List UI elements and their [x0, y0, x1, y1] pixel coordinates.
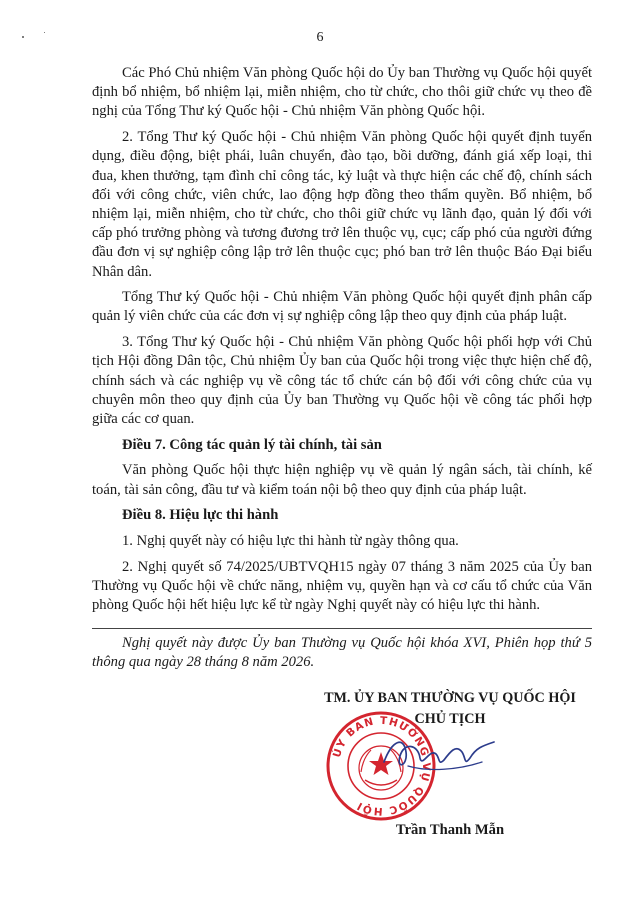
seal-text: ỦY BAN THƯỜNG VỤ QUỐC HỘI — [330, 714, 433, 818]
paragraph: Các Phó Chủ nhiệm Văn phòng Quốc hội do Ủy ban Thường vụ Quốc hội quyết định bổ nhiệm, bổ nhiệm lại, miễn nhiệm, cho từ chức, cho thôi giữ chức vụ theo đề nghị của Tổng Thư ký Quốc hội - Chủ nhiệm Văn phòng Quốc hội. — [92, 65, 592, 120]
closing-statement: Nghị quyết này được Ủy ban Thường vụ Quốc hội khóa XVI, Phiên họp thứ 5 thông qua ngày 28 tháng 8 năm 2026. — [92, 635, 592, 671]
paragraph: 2. Tổng Thư ký Quốc hội - Chủ nhiệm Văn phòng Quốc hội quyết định tuyển dụng, điều động, biệt phái, luân chuyển, đào tạo, bồi dưỡng, đánh giá xếp loại, thi đua, khen thưởng, tạm đình chỉ công tác, kỷ luật và thực hiện các chế độ, chính sách đối với công chức, viên chức, lao động hợp đồng theo thẩm quyền. Bổ nhiệm, bổ nhiệm lại, miễn nhiệm, cho từ chức, cho thôi giữ chức vụ lãnh đạo, quản lý đối với cấp phó trưởng phòng và tương đương trở lên thuộc vụ, cục; cấp phó của người đứng đầu đơn vị sự nghiệp công lập trở lên thuộc cục; phó ban trở lên thuộc Báo Đại biểu Nhân dân. — [92, 129, 592, 280]
paragraph: 2. Nghị quyết số 74/2025/UBTVQH15 ngày 07 tháng 3 năm 2025 của Ủy ban Thường vụ Quốc hội về chức năng, nhiệm vụ, quyền hạn và cơ cấu tổ chức của Văn phòng Quốc hội hết hiệu lực kể từ ngày Nghị quyết này có hiệu lực thi hành. — [92, 558, 592, 614]
article-heading: Điều 8. Hiệu lực thi hành — [122, 507, 279, 524]
paragraph: Văn phòng Quốc hội thực hiện nghiệp vụ về quản lý ngân sách, tài chính, kế toán, tài sản công, đầu tư và kiểm toán nội bộ theo quy định của pháp luật. — [92, 462, 592, 498]
article-heading: Điều 7. Công tác quản lý tài chính, tài sản — [122, 436, 382, 453]
signatory-title: CHỦ TỊCH — [414, 711, 486, 727]
page-number: 6 — [316, 30, 324, 45]
signatory-organization: TM. ỦY BAN THƯỜNG VỤ QUỐC HỘI — [324, 690, 576, 706]
signatory-name: Trần Thanh Mẫn — [395, 822, 505, 838]
paragraph: Tổng Thư ký Quốc hội - Chủ nhiệm Văn phòng Quốc hội quyết định phân cấp quản lý viên chức của các đơn vị sự nghiệp công lập theo quy định của pháp luật. — [92, 289, 592, 325]
handwritten-signature-icon — [378, 722, 498, 782]
document-body — [92, 64, 592, 622]
divider — [92, 628, 592, 629]
paragraph: 1. Nghị quyết này có hiệu lực thi hành từ ngày thông qua. — [122, 532, 459, 549]
paragraph: 3. Tổng Thư ký Quốc hội - Chủ nhiệm Văn phòng Quốc hội phối hợp với Chủ tịch Hội đồng Dân tộc, Chủ nhiệm Ủy ban của Quốc hội trong việc thực hiện chế độ, chính sách và các nghiệp vụ về công tác tổ chức cán bộ đối với công chức của vụ chuyên môn theo quy định của Ủy ban Thường vụ Quốc hội về công tác phối hợp giữa các cơ quan. — [92, 334, 592, 427]
